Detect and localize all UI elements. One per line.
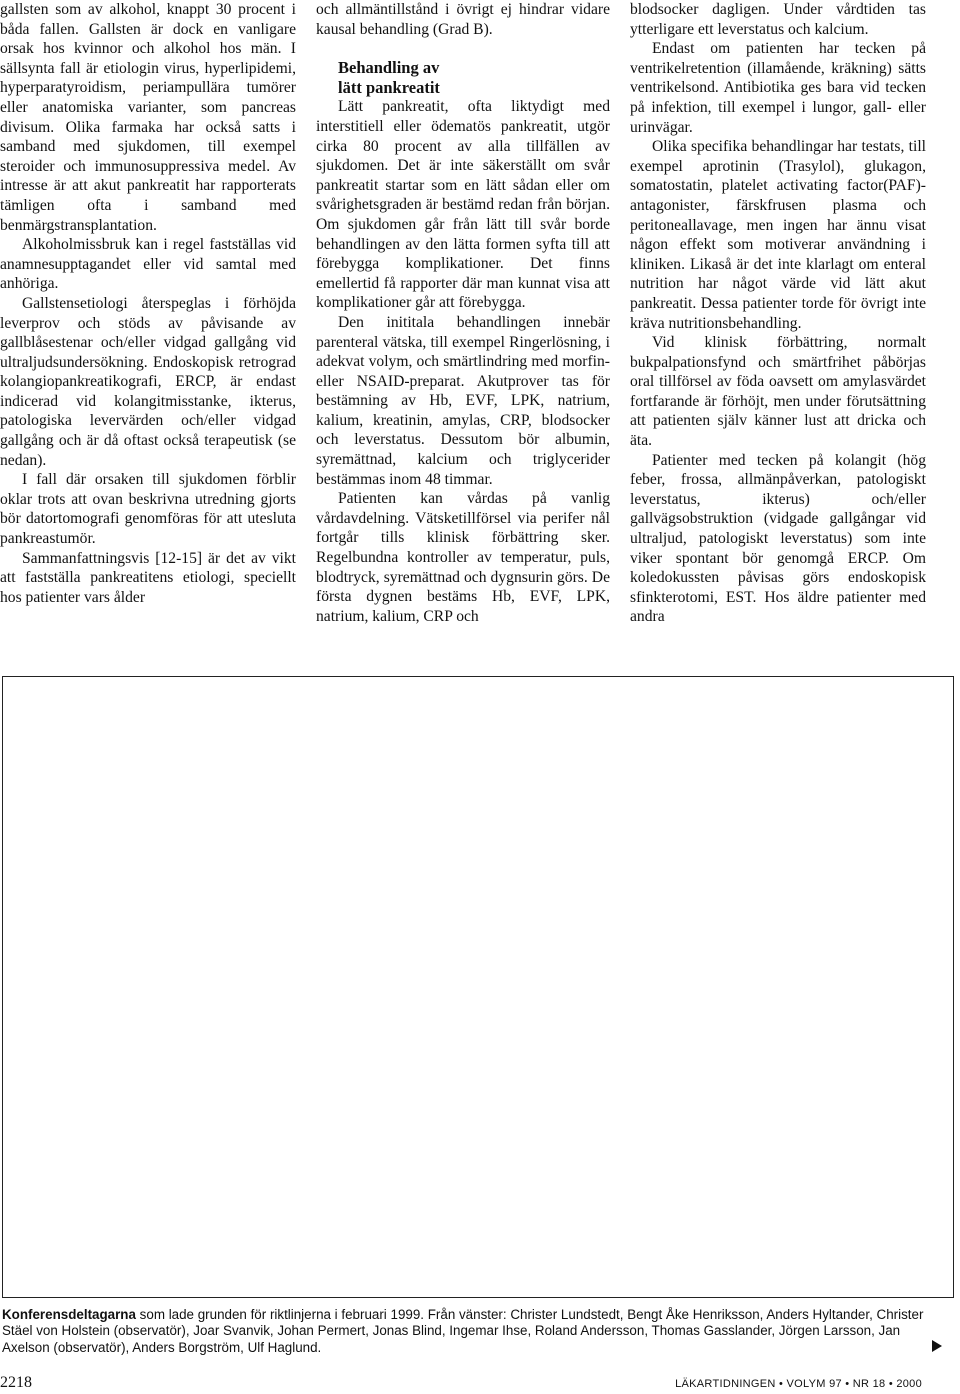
paragraph: Patienter med tecken på kolangit (hög feber, frossa, allmänpåverkan, patologiskt leverstatus, ikterus) och/eller gallvägsobstruktion (vidgade gallgångar vid ultraljud, patologiskt leverstatus) som inte viker spontant bör genomgå ERCP. Om koledokussten påvisas görs endoskopisk sfinkterotomi, EST. Hos äldre patienter med andra [630, 451, 926, 626]
article-columns [0, 0, 960, 672]
section-heading [338, 58, 610, 97]
section-heading-line: Behandling av [338, 58, 440, 78]
paragraph: Vid klinisk förbättring, normalt bukpalpationsfynd och smärtfrihet påbörjas oral tillförsel av föda oavsett om amylasvärdet fortfarande är förhöjt, men under förutsättning att patienten själv känner lust att dricka och äta. [630, 334, 926, 450]
paragraph: I fall där orsaken till sjukdomen förblir oklar trots att ovan beskrivna utredning gjorts bör datortomografi genomföras för att utesluta pankreastumör. [0, 471, 296, 548]
paragraph: Lätt pankreatit, ofta liktydigt med interstitiell eller ödematös pankreatit, utgör cirka 80 procent av alla tillfällen av sjukdomen. Det är inte säkerställt om svår pankreatit startar som en lätt sådan eller om svårighetsgraden är bestämd redan från början. Om sjukdomen går från lätt till svår borde behandlingen av den lätta formen syfta till att förebygga komplikationer. Det finns emellertid få rapporter där man kunnat visa att komplikationer går att förebygga. [316, 98, 610, 312]
paragraph: Den inititala behandlingen innebär parenteral vätska, till exempel Ringerlösning, i adekvat volym, och smärtlindring med morfin- eller NSAID-preparat. Akutprover tas för bestämning av Hb, EVF, LPK, natrium, kalium, kreatinin, amylas, CRP, blodsocker och leverstatus. Dessutom bör albumin, syremättnad, kalcium och triglycerider bestämmas inom 48 timmar. [316, 313, 610, 488]
paragraph: Patienten kan vårdas på vanlig vårdavdelning. Vätsketillförsel via perifer nål fortgår tills klinisk förbättring sker. Regelbundna kontroller av temperatur, puls, blodtryck, syremättnad och dygnsurin görs. De första dygnen bestäms Hb, EVF, LPK, natrium, kalium, CRP och [316, 490, 610, 625]
photo-caption [2, 1307, 930, 1356]
paragraph: Gallstensetiologi återspeglas i förhöjda leverprov och stöds av påvisande av gallblåsestenar och/eller vidgad gallgång vid ultraljudsundersökning. Endoskopisk retrograd kolangiopankreatikografi, ERCP, är endast indicerad vid kolangitmisstanke, ikterus, patologiska levervärden och/eller vidgad gallgång och är då oftast också terapeutisk (se nedan). [0, 294, 296, 469]
page-number: 2218 [0, 1374, 32, 1391]
journal-footer: LÄKARTIDNINGEN • VOLYM 97 • NR 18 • 2000 [675, 1378, 922, 1390]
section-heading-line: lätt pankreatit [338, 77, 440, 97]
end-triangle-icon [932, 1340, 942, 1352]
text-column-2 [316, 0, 610, 626]
caption-lead: Konferensdeltagarna [2, 1307, 136, 1322]
paragraph: Olika specifika behandlingar har testats, till exempel aprotinin (Trasylol), glukagon, somatostatin, platelet activating factor(PAF)-antagonister, färskfrusen plasma och peritoneallavage, men ingen har ännu visat någon effekt som motiverar användning i kliniken. Likaså är det inte klarlagt om enteral nutrition har något värde vid lätt akut pankreatit. Dessa patienter torde för övrigt inte kräva nutritionsbehandling. [630, 138, 926, 332]
paragraph: Alkoholmissbruk kan i regel fastställas vid anamnesupptagandet eller vid samtal med anhöriga. [0, 236, 296, 293]
paragraph: och allmäntillstånd i övrigt ej hindrar vidare kausal behandling (Grad B). [316, 1, 610, 38]
caption-text: som lade grunden för riktlinjerna i februari 1999. Från vänster: Christer Lundstedt, Bengt Åke Henriksson, Anders Hyltander, Christer Stäel von Holstein (observatör), Joar Svanvik, Johan Permert, Jonas Blind, Ingemar Ihse, Roland Andersson, Thomas Gasslander, Jörgen Larsson, Jan Axelson (observatör), Anders Borgström, Ulf Haglund. [2, 1307, 924, 1355]
paragraph: Sammanfattningsvis [12-15] är det av vikt att fastställa pankreatitens etiologi, speciellt hos patienter vars ålder [0, 549, 296, 606]
paragraph: Endast om patienten har tecken på ventrikelretention (illamående, kräkning) sätts ventrikelsond. Antibiotika ges bara vid tecken på infektion, till exempel i lungor, gall- eller urinvägar. [630, 40, 926, 136]
text-column-3 [630, 0, 926, 627]
text-column-1 [0, 0, 296, 607]
paragraph: gallsten som av alkohol, knappt 30 procent i båda fallen. Gallsten är dock en vanligare orsak hos kvinnor och alkohol hos män. I sällsynta fall är etiologin virus, hyperlipidemi, hyperparatyroidism, periampullära tumörer eller anatomiska varianter, som pancreas divisum. Olika farmaka har också satts i samband med sjukdomen, till exempel steroider och immunosuppressiva medel. Av intresse är att akut pankreatit har rapporterats tämligen ofta i samband med benmärgstransplantation. [0, 1, 296, 234]
paragraph: blodsocker dagligen. Under vårdtiden tas ytterligare ett leverstatus och kalcium. [630, 1, 926, 38]
group-photo-frame [2, 676, 954, 1298]
